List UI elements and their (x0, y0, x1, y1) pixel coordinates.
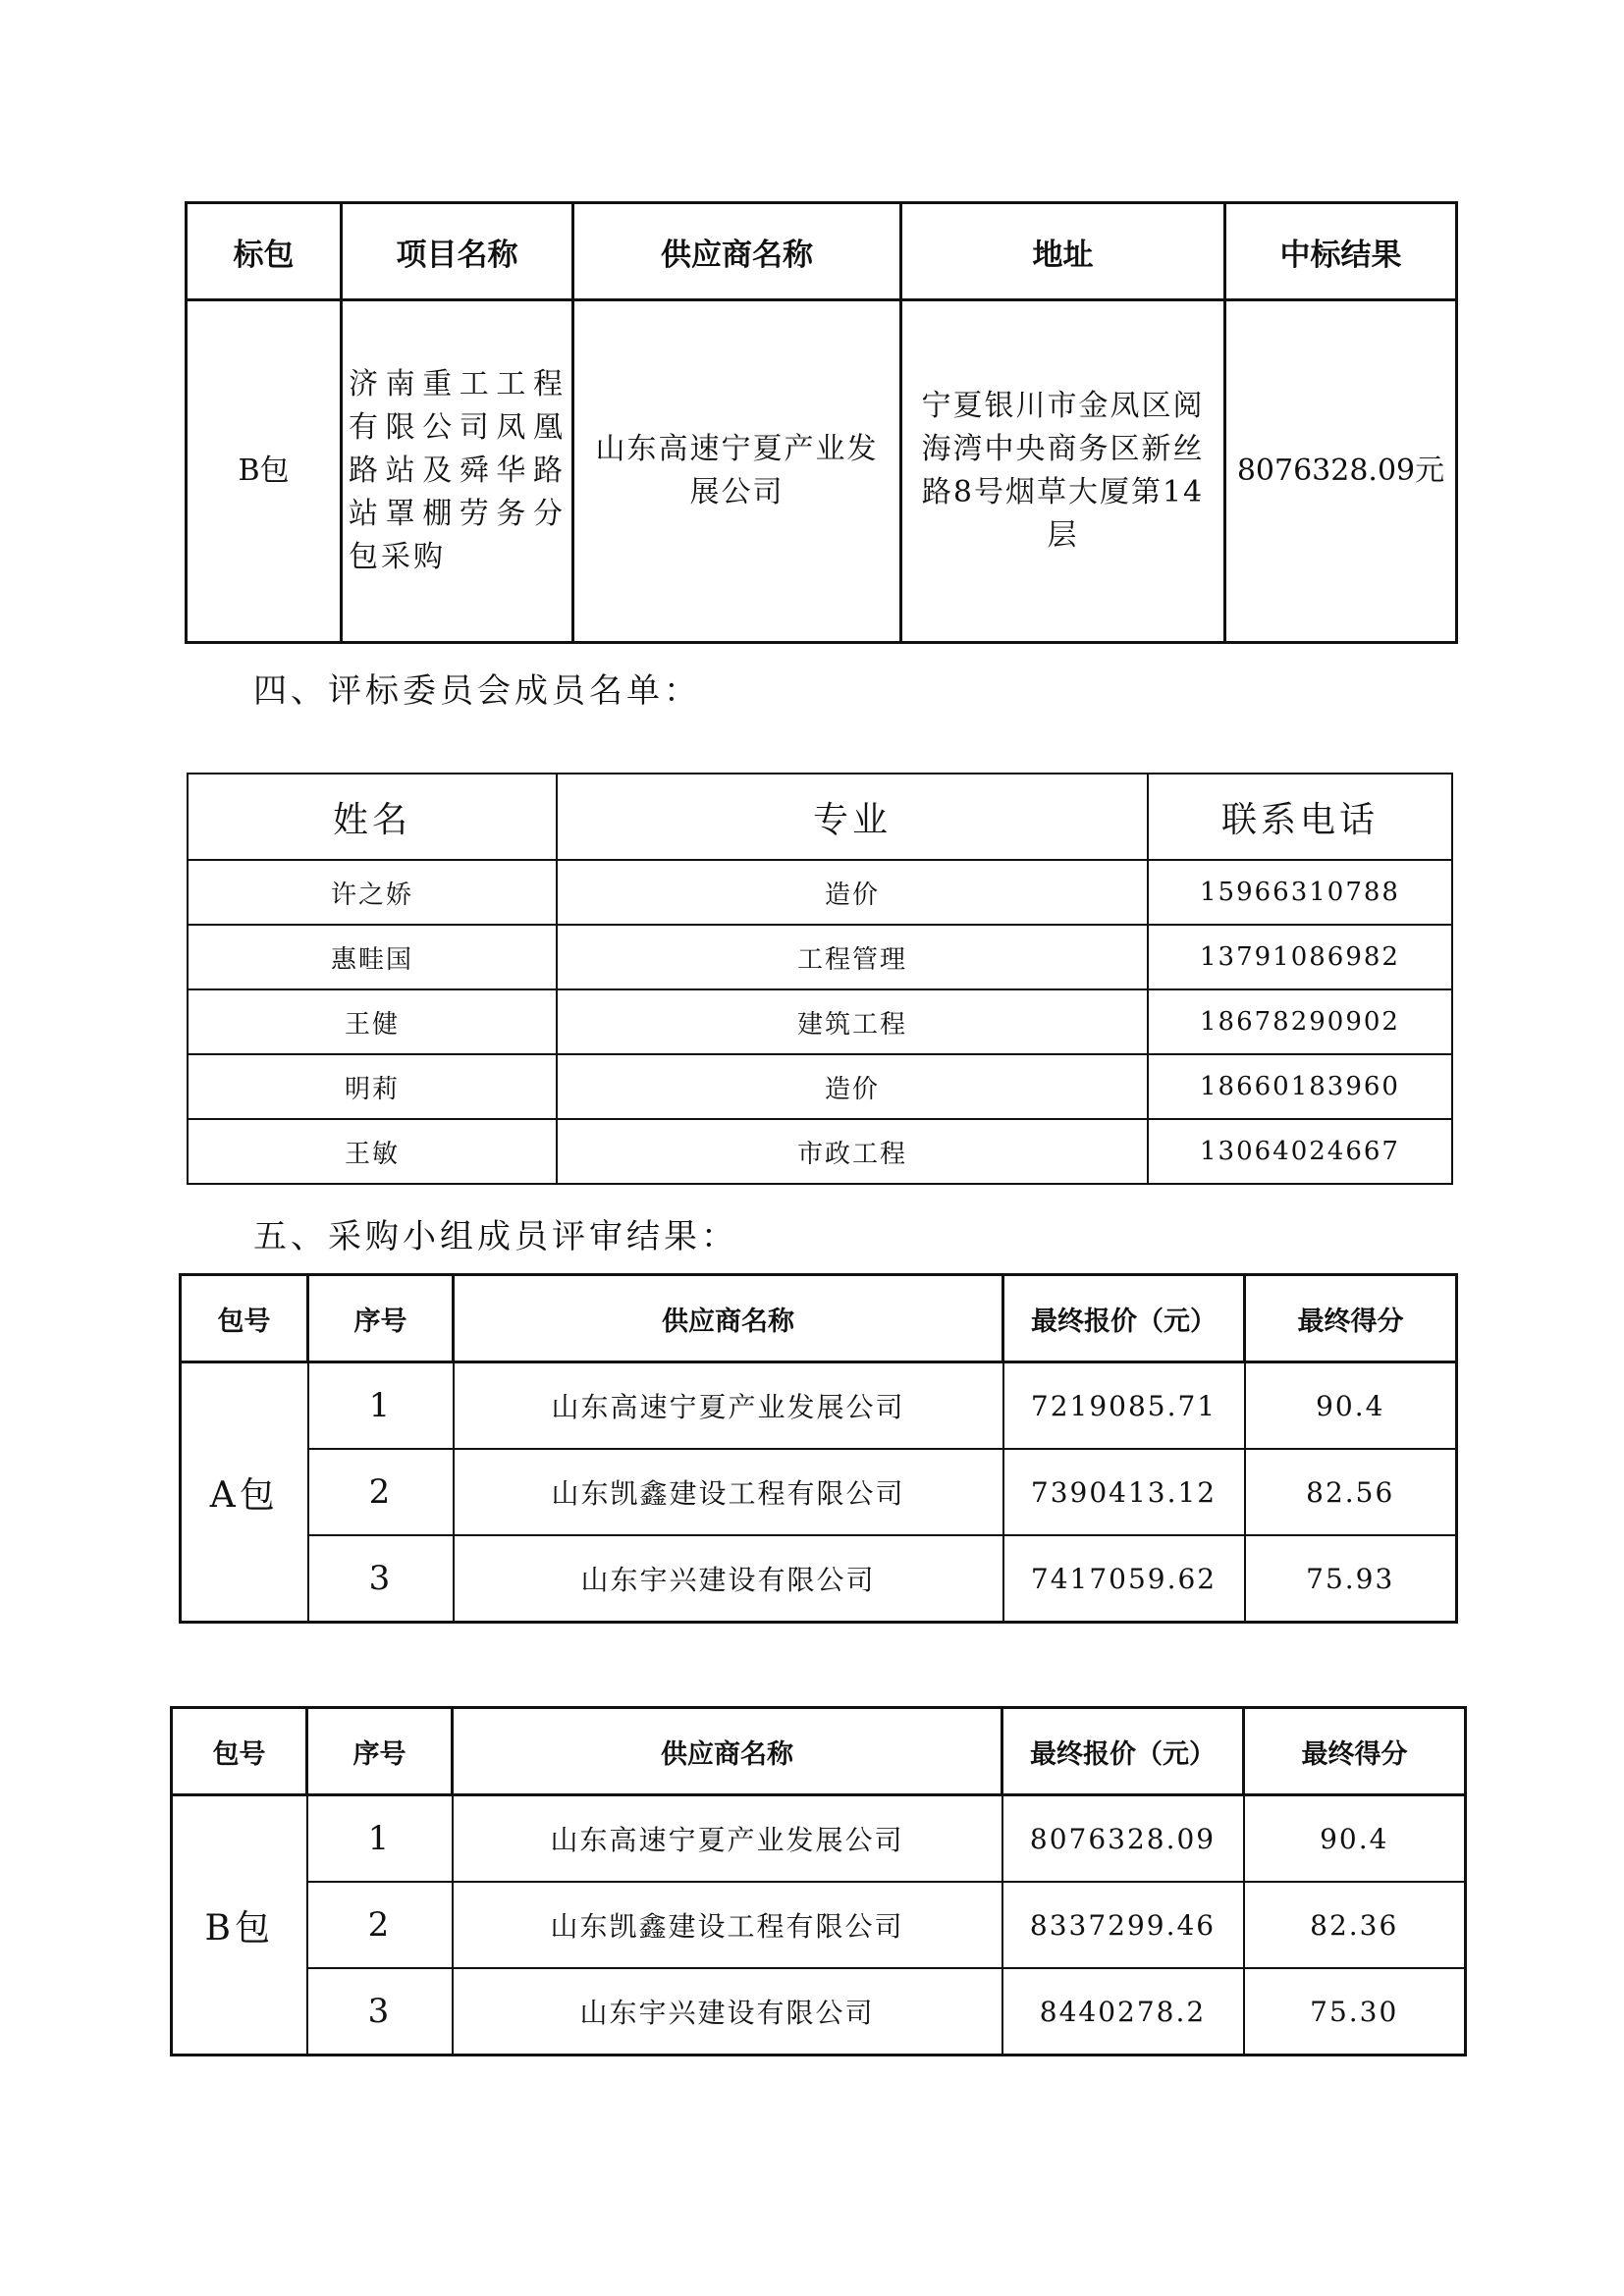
table-row (172, 1968, 1466, 2056)
award-project-name: 济南重工工程有限公司凤凰路站及舜华路站罩棚劳务分包采购 (342, 300, 573, 643)
row-score: 75.30 (1244, 1968, 1466, 2056)
header-package: 标包 (187, 203, 342, 300)
header-supplier-name: 供应商名称 (573, 203, 901, 300)
header-final-price: 最终报价（元） (1003, 1275, 1245, 1362)
table-row (188, 860, 1452, 925)
table-row (181, 1362, 1457, 1450)
row-score: 82.36 (1244, 1882, 1466, 1968)
header-project-name: 项目名称 (342, 203, 573, 300)
row-seq: 2 (308, 1449, 454, 1535)
row-seq: 1 (308, 1362, 454, 1450)
evaluation-table-b (170, 1706, 1467, 2056)
member-name: 许之娇 (188, 860, 557, 925)
committee-header-row (188, 774, 1452, 860)
row-price: 8076328.09 (1002, 1795, 1244, 1883)
award-result-table (185, 201, 1458, 644)
row-score: 90.4 (1244, 1795, 1466, 1883)
header-final-price: 最终报价（元） (1002, 1708, 1244, 1795)
row-price: 7219085.71 (1003, 1362, 1245, 1450)
member-phone: 13064024667 (1148, 1119, 1452, 1184)
row-price: 7390413.12 (1003, 1449, 1245, 1535)
table-row (172, 1795, 1466, 1883)
table-row (188, 925, 1452, 989)
row-seq: 3 (308, 1535, 454, 1623)
table-row (181, 1449, 1457, 1535)
table-row (181, 1535, 1457, 1623)
member-major: 工程管理 (557, 925, 1148, 989)
member-major: 建筑工程 (557, 989, 1148, 1054)
member-name: 明莉 (188, 1054, 557, 1119)
row-score: 82.56 (1245, 1449, 1457, 1535)
member-phone: 15966310788 (1148, 860, 1452, 925)
table-row (188, 1119, 1452, 1184)
header-final-score: 最终得分 (1244, 1708, 1466, 1795)
evaluation-table-a (179, 1273, 1458, 1624)
section-4-heading: 四、评标委员会成员名单： (253, 671, 701, 711)
award-result: 8076328.09元 (1225, 300, 1457, 643)
member-major: 市政工程 (557, 1119, 1148, 1184)
row-score: 90.4 (1245, 1362, 1457, 1450)
header-supplier: 供应商名称 (454, 1275, 1003, 1362)
header-package-no: 包号 (181, 1275, 308, 1362)
member-name: 惠畦国 (188, 925, 557, 989)
row-price: 8337299.46 (1002, 1882, 1244, 1968)
table-row (188, 989, 1452, 1054)
row-score: 75.93 (1245, 1535, 1457, 1623)
header-address: 地址 (901, 203, 1225, 300)
member-phone: 18678290902 (1148, 989, 1452, 1054)
member-name: 王健 (188, 989, 557, 1054)
header-major: 专业 (557, 774, 1148, 860)
header-award-result: 中标结果 (1225, 203, 1457, 300)
row-price: 7417059.62 (1003, 1535, 1245, 1623)
table-row (172, 1882, 1466, 1968)
member-phone: 13791086982 (1148, 925, 1452, 989)
row-supplier: 山东凯鑫建设工程有限公司 (453, 1882, 1002, 1968)
award-supplier: 山东高速宁夏产业发展公司 (573, 300, 901, 643)
section-5-heading: 五、采购小组成员评审结果： (253, 1217, 738, 1256)
member-name: 王敏 (188, 1119, 557, 1184)
committee-table (187, 773, 1453, 1185)
package-label: A包 (181, 1362, 308, 1623)
row-supplier: 山东高速宁夏产业发展公司 (453, 1795, 1002, 1883)
row-price: 8440278.2 (1002, 1968, 1244, 2056)
header-name: 姓名 (188, 774, 557, 860)
package-label: B包 (172, 1795, 307, 2056)
award-table-row (187, 300, 1457, 643)
header-seq: 序号 (307, 1708, 453, 1795)
row-supplier: 山东宇兴建设有限公司 (453, 1968, 1002, 2056)
row-supplier: 山东宇兴建设有限公司 (454, 1535, 1003, 1623)
header-seq: 序号 (308, 1275, 454, 1362)
header-package-no: 包号 (172, 1708, 307, 1795)
eval-b-header-row (172, 1708, 1466, 1795)
member-phone: 18660183960 (1148, 1054, 1452, 1119)
header-final-score: 最终得分 (1245, 1275, 1457, 1362)
award-address: 宁夏银川市金凤区阅海湾中央商务区新丝路8号烟草大厦第14层 (901, 300, 1225, 643)
award-package: B包 (187, 300, 342, 643)
award-table-header-row (187, 203, 1457, 300)
row-supplier: 山东凯鑫建设工程有限公司 (454, 1449, 1003, 1535)
member-major: 造价 (557, 1054, 1148, 1119)
header-phone: 联系电话 (1148, 774, 1452, 860)
row-seq: 2 (307, 1882, 453, 1968)
eval-a-header-row (181, 1275, 1457, 1362)
row-supplier: 山东高速宁夏产业发展公司 (454, 1362, 1003, 1450)
header-supplier: 供应商名称 (453, 1708, 1002, 1795)
row-seq: 3 (307, 1968, 453, 2056)
table-row (188, 1054, 1452, 1119)
member-major: 造价 (557, 860, 1148, 925)
row-seq: 1 (307, 1795, 453, 1883)
